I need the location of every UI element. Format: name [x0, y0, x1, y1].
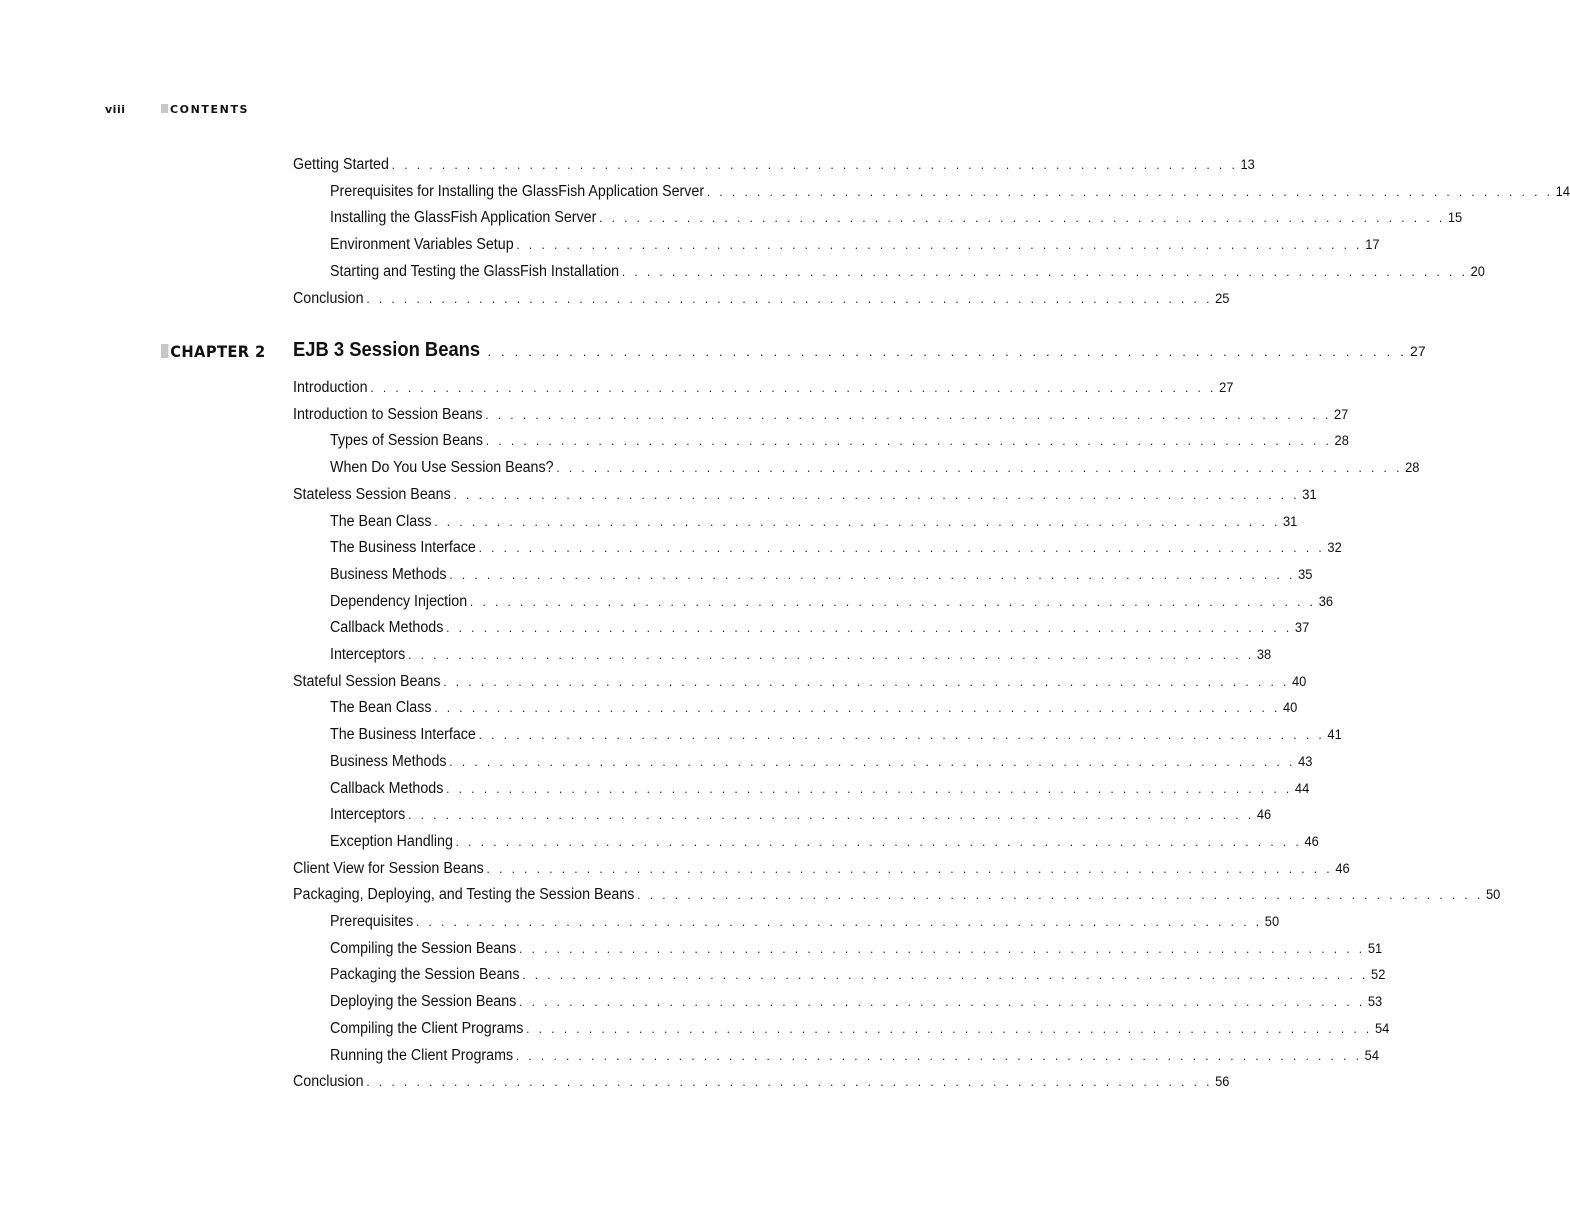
toc-entry-page: 41	[1327, 726, 1342, 743]
dot-leader: . . . . . . . . . . . . . . . . . . . . . . . . . . . . . . . . . . . . . . . . . . . . . . . . . . . . . . . . . . . . . . . . . . . .	[556, 460, 1403, 476]
dot-leader: . . . . . . . . . . . . . . . . . . . . . . . . . . . . . . . . . . . . . . . . . . . . . . . . . . . . . . . . . . . . . . . . . . . .	[449, 753, 1296, 769]
dot-leader: . . . . . . . . . . . . . . . . . . . . . . . . . . . . . . . . . . . . . . . . . . . . . . . . . . . . . . . . . . . . . . . . . . . .	[706, 183, 1553, 199]
toc-entry[interactable]	[293, 859, 1350, 882]
dot-leader: . . . . . . . . . . . . . . . . . . . . . . . . . . . . . . . . . . . . . . . . . . . . . . . . . . . . . . . . . . . . . . . . . . . .	[485, 406, 1332, 422]
toc-entry-label: Callback Methods	[330, 779, 444, 797]
dot-leader: . . . . . . . . . . . . . . . . . . . . . . . . . . . . . . . . . . . . . . . . . . . . . . . . . . . . . . . . . . . . . . . . . . . .	[487, 344, 1408, 359]
toc-entry-label: Compiling the Session Beans	[330, 939, 517, 957]
toc-entry-page: 50	[1485, 886, 1501, 903]
toc-entry[interactable]	[330, 512, 1298, 535]
toc-entry-label: The Bean Class	[330, 699, 432, 717]
dot-leader: . . . . . . . . . . . . . . . . . . . . . . . . . . . . . . . . . . . . . . . . . . . . . . . . . . . . . . . . . . . . . . . . . . . .	[621, 263, 1468, 279]
toc-entry-label: Starting and Testing the GlassFish Installation	[330, 262, 620, 280]
toc-entry-label: Interceptors	[330, 646, 406, 663]
toc-entry-label: Business Methods	[330, 565, 447, 583]
dot-leader: . . . . . . . . . . . . . . . . . . . . . . . . . . . . . . . . . . . . . . . . . . . . . . . . . . . . . . . . . . . . . . . . . . . .	[486, 860, 1333, 876]
toc-entry[interactable]	[293, 156, 1255, 178]
toc-entry-label: Running the Client Programs	[330, 1046, 514, 1064]
dot-leader: . . . . . . . . . . . . . . . . . . . . . . . . . . . . . . . . . . . . . . . . . . . . . . . . . . . . . . . . . . . . . . . . . . . .	[453, 486, 1300, 502]
chapter-label	[161, 342, 266, 361]
toc-entry[interactable]	[330, 939, 1383, 962]
toc-entry[interactable]	[330, 432, 1349, 454]
toc-entry-label: The Bean Class	[330, 512, 432, 530]
toc-entry-page: 31	[1302, 485, 1317, 502]
toc-entry[interactable]	[330, 913, 1280, 935]
dot-leader: . . . . . . . . . . . . . . . . . . . . . . . . . . . . . . . . . . . . . . . . . . . . . . . . . . . . . . . . . . . . . . . . . . . .	[599, 210, 1446, 226]
chapter-page-number: 27	[1410, 343, 1426, 359]
toc-entry-page: 53	[1367, 993, 1383, 1010]
toc-entry[interactable]	[330, 699, 1298, 721]
toc-entry-page: 28	[1334, 432, 1349, 449]
toc-entry[interactable]	[330, 993, 1383, 1015]
toc-entry-page: 56	[1215, 1073, 1230, 1090]
toc-entry[interactable]	[293, 485, 1317, 508]
section-name	[161, 103, 249, 116]
toc-entry-page: 38	[1256, 646, 1272, 662]
toc-entry[interactable]	[330, 592, 1334, 615]
toc-entry[interactable]	[330, 646, 1272, 668]
toc-entry-label: Installing the GlassFish Application Server	[330, 209, 597, 227]
toc-entry-page: 54	[1364, 1046, 1380, 1063]
toc-entry-label: Interceptors	[330, 806, 406, 824]
dot-leader: . . . . . . . . . . . . . . . . . . . . . . . . . . . . . . . . . . . . . . . . . . . . . . . . . . . . . . . . . . . . . . . . . . . .	[408, 647, 1255, 662]
dot-leader: . . . . . . . . . . . . . . . . . . . . . . . . . . . . . . . . . . . . . . . . . . . . . . . . . . . . . . . . . . . . . . . . . . . .	[469, 593, 1316, 609]
dot-leader: . . . . . . . . . . . . . . . . . . . . . . . . . . . . . . . . . . . . . . . . . . . . . . . . . . . . . . . . . . . . . . . . . . . .	[434, 513, 1281, 529]
toc-entry[interactable]	[330, 1019, 1390, 1042]
dot-leader: . . . . . . . . . . . . . . . . . . . . . . . . . . . . . . . . . . . . . . . . . . . . . . . . . . . . . . . . . . . . . . . . . . . .	[478, 727, 1325, 743]
page-number: viii	[105, 103, 126, 116]
dot-leader: . . . . . . . . . . . . . . . . . . . . . . . . . . . . . . . . . . . . . . . . . . . . . . . . . . . . . . . . . . . . . . . . . . . .	[485, 433, 1332, 449]
chapter-heading	[0, 339, 1426, 367]
toc-entry-label: Types of Session Beans	[330, 432, 483, 450]
toc-entry[interactable]	[293, 405, 1349, 428]
toc-entry-label: Business Methods	[330, 752, 447, 770]
toc-entry-label: Compiling the Client Programs	[330, 1019, 524, 1037]
toc-entry-page: 46	[1256, 806, 1272, 823]
toc-entry-page: 32	[1327, 539, 1342, 556]
toc-entry[interactable]	[330, 1046, 1380, 1069]
toc-entry-label: Dependency Injection	[330, 592, 468, 610]
toc-entry[interactable]	[330, 262, 1485, 285]
toc-entry-label: Stateful Session Beans	[293, 672, 441, 690]
dot-leader: . . . . . . . . . . . . . . . . . . . . . . . . . . . . . . . . . . . . . . . . . . . . . . . . . . . . . . . . . . . . . . . . . . . .	[516, 237, 1363, 253]
toc-entry-page: 27	[1334, 405, 1349, 422]
toc-entry-label: The Business Interface	[330, 726, 476, 744]
dot-leader: . . . . . . . . . . . . . . . . . . . . . . . . . . . . . . . . . . . . . . . . . . . . . . . . . . . . . . . . . . . . . . . . . . . .	[443, 673, 1290, 689]
toc-entry-page: 37	[1294, 619, 1310, 636]
dot-leader: . . . . . . . . . . . . . . . . . . . . . . . . . . . . . . . . . . . . . . . . . . . . . . . . . . . . . . . . . . . . . . . . . . . .	[391, 157, 1238, 172]
toc-entry-page: 43	[1298, 752, 1313, 769]
toc-entry[interactable]	[330, 832, 1319, 855]
toc-entry[interactable]	[330, 539, 1342, 561]
toc-entry-label: Introduction to Session Beans	[293, 405, 483, 423]
dot-leader: . . . . . . . . . . . . . . . . . . . . . . . . . . . . . . . . . . . . . . . . . . . . . . . . . . . . . . . . . . . . . . . . . . . .	[366, 1074, 1213, 1090]
toc-entry[interactable]	[330, 236, 1380, 258]
toc-entry-page: 28	[1405, 459, 1420, 476]
toc-entry[interactable]	[293, 289, 1230, 312]
dot-leader: . . . . . . . . . . . . . . . . . . . . . . . . . . . . . . . . . . . . . . . . . . . . . . . . . . . . . . . . . . . . . . . . . . . .	[370, 380, 1217, 395]
dot-leader: . . . . . . . . . . . . . . . . . . . . . . . . . . . . . . . . . . . . . . . . . . . . . . . . . . . . . . . . . . . . . . . . . . . .	[449, 566, 1296, 582]
dot-leader: . . . . . . . . . . . . . . . . . . . . . . . . . . . . . . . . . . . . . . . . . . . . . . . . . . . . . . . . . . . . . . . . . . . .	[515, 1047, 1362, 1063]
toc-entry-page: 17	[1365, 236, 1380, 253]
toc-entry-label: When Do You Use Session Beans?	[330, 459, 554, 477]
toc-entry-label: Conclusion	[293, 1073, 364, 1091]
toc-entry-page: 13	[1240, 156, 1255, 172]
toc-entry-label: Packaging, Deploying, and Testing the Session Beans	[293, 886, 635, 904]
toc-entry[interactable]	[330, 209, 1463, 231]
toc-entry[interactable]	[330, 619, 1310, 641]
toc-entry-page: 35	[1298, 565, 1313, 582]
dot-leader: . . . . . . . . . . . . . . . . . . . . . . . . . . . . . . . . . . . . . . . . . . . . . . . . . . . . . . . . . . . . . . . . . . . .	[519, 994, 1366, 1010]
toc-entry[interactable]	[330, 565, 1313, 588]
toc-entry-page: 50	[1264, 913, 1280, 929]
toc-entry[interactable]	[330, 182, 1570, 205]
dot-leader: . . . . . . . . . . . . . . . . . . . . . . . . . . . . . . . . . . . . . . . . . . . . . . . . . . . . . . . . . . . . . . . . . . . .	[408, 807, 1255, 823]
toc-entry-page: 44	[1294, 779, 1310, 796]
toc-entry[interactable]	[293, 1073, 1230, 1095]
chapter-title-entry[interactable]	[293, 339, 1426, 367]
toc-entry-label: Environment Variables Setup	[330, 236, 514, 254]
toc-entry-label: Exception Handling	[330, 832, 453, 850]
toc-entry-label: Stateless Session Beans	[293, 485, 451, 503]
toc-entry-label: Packaging the Session Beans	[330, 966, 520, 984]
toc-entry[interactable]	[330, 752, 1313, 775]
dot-leader: . . . . . . . . . . . . . . . . . . . . . . . . . . . . . . . . . . . . . . . . . . . . . . . . . . . . . . . . . . . . . . . . . . . .	[478, 540, 1325, 556]
toc-entry-page: 25	[1215, 289, 1230, 306]
toc-entry-page: 36	[1318, 592, 1334, 609]
dot-leader: . . . . . . . . . . . . . . . . . . . . . . . . . . . . . . . . . . . . . . . . . . . . . . . . . . . . . . . . . . . . . . . . . . . .	[446, 780, 1293, 796]
toc-entry-label: Prerequisites	[330, 913, 414, 930]
toc-entry-page: 46	[1335, 859, 1350, 876]
toc-entry[interactable]	[330, 726, 1342, 748]
dot-leader: . . . . . . . . . . . . . . . . . . . . . . . . . . . . . . . . . . . . . . . . . . . . . . . . . . . . . . . . . . . . . . . . . . . .	[526, 1020, 1373, 1036]
toc-entry-label: Callback Methods	[330, 619, 444, 637]
toc-entry[interactable]	[330, 779, 1310, 802]
toc-entry[interactable]	[293, 886, 1501, 908]
toc-entry-page: 46	[1304, 832, 1319, 849]
dot-leader: . . . . . . . . . . . . . . . . . . . . . . . . . . . . . . . . . . . . . . . . . . . . . . . . . . . . . . . . . . . . . . . . . . . .	[366, 290, 1213, 306]
running-head	[0, 103, 960, 119]
dot-leader: . . . . . . . . . . . . . . . . . . . . . . . . . . . . . . . . . . . . . . . . . . . . . . . . . . . . . . . . . . . . . . . . . . . .	[637, 887, 1484, 903]
toc-entry-label: Prerequisites for Installing the GlassFish Application Server	[330, 182, 705, 200]
dot-leader: . . . . . . . . . . . . . . . . . . . . . . . . . . . . . . . . . . . . . . . . . . . . . . . . . . . . . . . . . . . . . . . . . . . .	[455, 833, 1302, 849]
dot-leader: . . . . . . . . . . . . . . . . . . . . . . . . . . . . . . . . . . . . . . . . . . . . . . . . . . . . . . . . . . . . . . . . . . . .	[519, 940, 1366, 956]
toc-entry[interactable]	[330, 966, 1386, 988]
dot-leader: . . . . . . . . . . . . . . . . . . . . . . . . . . . . . . . . . . . . . . . . . . . . . . . . . . . . . . . . . . . . . . . . . . . .	[415, 914, 1263, 929]
toc-entry-label: Introduction	[293, 379, 368, 396]
toc-entry-page: 14	[1555, 182, 1570, 199]
chapter-label-text: CHAPTER 2	[170, 342, 266, 361]
toc-entry-label: Client View for Session Beans	[293, 859, 484, 877]
toc-entry-page: 40	[1283, 699, 1298, 716]
toc-entry[interactable]	[330, 806, 1272, 828]
toc-entry[interactable]	[330, 459, 1420, 481]
gray-square-icon	[161, 104, 168, 113]
toc-entry-page: 27	[1219, 379, 1234, 395]
toc-entry-label: Conclusion	[293, 289, 364, 307]
toc-entry-page: 54	[1374, 1019, 1390, 1036]
toc-entry-page: 52	[1371, 966, 1386, 983]
toc-entry[interactable]	[293, 379, 1234, 401]
dot-leader: . . . . . . . . . . . . . . . . . . . . . . . . . . . . . . . . . . . . . . . . . . . . . . . . . . . . . . . . . . . . . . . . . . . .	[434, 700, 1281, 716]
gray-square-icon	[161, 344, 168, 358]
toc-entry[interactable]	[293, 672, 1307, 695]
toc-entry-label: The Business Interface	[330, 539, 476, 557]
toc-entry-page: 20	[1470, 262, 1485, 279]
dot-leader: . . . . . . . . . . . . . . . . . . . . . . . . . . . . . . . . . . . . . . . . . . . . . . . . . . . . . . . . . . . . . . . . . . . .	[522, 967, 1369, 983]
toc-entry-label: Getting Started	[293, 156, 389, 173]
toc-entry-page: 51	[1367, 939, 1383, 956]
toc-entry-label: Deploying the Session Beans	[330, 993, 517, 1011]
dot-leader: . . . . . . . . . . . . . . . . . . . . . . . . . . . . . . . . . . . . . . . . . . . . . . . . . . . . . . . . . . . . . . . . . . . .	[446, 620, 1293, 636]
section-name-text: CONTENTS	[170, 103, 250, 116]
toc-entry-page: 31	[1283, 512, 1298, 529]
chapter-title: EJB 3 Session Beans	[293, 339, 481, 361]
toc-entry-page: 15	[1447, 209, 1463, 226]
toc-entry-page: 40	[1292, 672, 1307, 689]
